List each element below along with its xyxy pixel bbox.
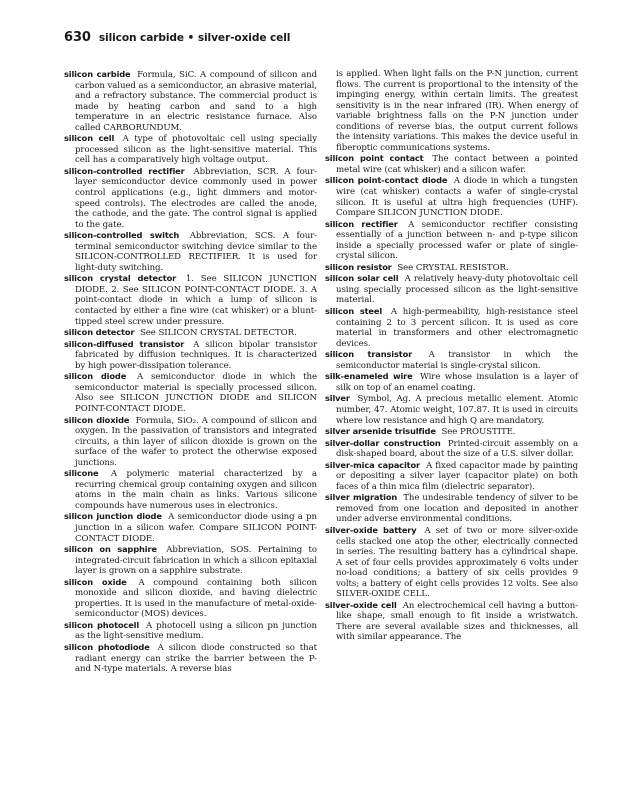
entry-term: silicon point-contact diode bbox=[325, 175, 448, 186]
entry-definition: Abbreviation, SCR. A four-layer semiconductor device commonly used in power control applications (e.g., light dimmers and motor-speed controls). The electrodes are called the anode, the cathode, and the gate. The control signal is applied to the gate. bbox=[75, 166, 317, 230]
glossary-entry bbox=[325, 600, 578, 643]
glossary-entry bbox=[64, 339, 317, 372]
glossary-entry bbox=[64, 327, 317, 339]
entry-term: silicone bbox=[64, 468, 99, 479]
entry-definition: Formula, SiC. A compound of silicon and carbon valued as a semiconductor, an abrasive material, and a refractory substance. The commercial product is made by heating carbon and sand to a high temperature in an electric resistance furnace. Also called CARBORUNDUM. bbox=[75, 70, 317, 133]
glossary-entry bbox=[64, 166, 317, 230]
entry-definition: is applied. When light falls on the P-N junction, current flows. The current is proportional to the intensity of the impinging energy, within certain limits. The greatest sensitivity is in the near infrared (IR). When energy of variable brightness falls on the P-N junction under conditions of reverse bias, the output current follows the intensity variations. This makes the device useful in fiberoptic communications systems. bbox=[336, 69, 578, 153]
entry-term: silk-enameled wire bbox=[325, 371, 413, 382]
entry-term: silicon oxide bbox=[64, 576, 127, 587]
entry-definition: Printed-circuit assembly on a disk-shaped board, about the size of a U.S. silver dollar. bbox=[336, 438, 578, 460]
glossary-entry bbox=[325, 371, 578, 393]
entry-definition: A photocell using a silicon pn junction as the light-sensitive medium. bbox=[75, 620, 318, 642]
entry-term: silver-dollar construction bbox=[325, 437, 441, 448]
glossary-entry bbox=[64, 69, 317, 133]
entry-term: silicon rectifier bbox=[325, 218, 398, 229]
glossary-entry bbox=[64, 577, 317, 620]
entry-term: silver-oxide battery bbox=[325, 524, 417, 535]
entry-definition: A type of photovoltaic cell using specially processed silicon as the light-sensitive material. This cell has a comparatively high voltage output. bbox=[75, 134, 317, 166]
entry-definition: Wire whose insulation is a layer of silk on top of an enamel coating. bbox=[336, 372, 579, 393]
glossary-entry bbox=[325, 460, 578, 493]
entry-term: silicon solar cell bbox=[325, 273, 399, 284]
entry-definition: A compound containing both silicon monoxide and silicon dioxide, and having dielectric properties. It is used in the manufacture of metal-oxide-semiconductor (MOS) devices. bbox=[75, 577, 317, 620]
glossary-entry bbox=[325, 175, 578, 218]
entry-term: silicon-controlled rectifier bbox=[64, 165, 185, 176]
glossary-entry bbox=[325, 426, 578, 438]
entry-term: silicon detector bbox=[64, 327, 135, 338]
glossary-entry bbox=[325, 525, 578, 600]
glossary-entry bbox=[325, 306, 578, 349]
entry-definition: Abbreviation, SOS. Pertaining to integrated-circuit fabrication in which a silicon epitaxial layer is grown on a sapphire substrate. bbox=[75, 545, 317, 577]
entry-definition: A polymeric material characterized by a recurring chemical group containing oxygen and silicon atoms in the main chain as links. Various silicone compounds have numerous uses in electronics. bbox=[75, 469, 317, 511]
entry-term: silver bbox=[325, 393, 350, 404]
entry-definition: 1. See SILICON JUNCTION DIODE. 2. See SILICON POINT-CONTACT DIODE. 3. A point-contact diode in which a lump of silicon is contacted by either a fine wire (cat whisker) or a blunt-tipped steel screw under pressure. bbox=[75, 274, 317, 327]
right-column bbox=[325, 69, 578, 643]
entry-definition: A semiconductor diode in which the semiconductor material is specially processed silicon. Also see SILICON JUNCTION DIODE and SILICON POINT-CONTACT DIODE. bbox=[75, 372, 318, 414]
entry-term: silver arsenide trisulfide bbox=[325, 426, 436, 437]
page-number: 630 bbox=[64, 30, 91, 45]
running-header bbox=[64, 30, 604, 45]
glossary-entry bbox=[64, 133, 317, 166]
glossary-entry bbox=[64, 230, 317, 273]
entry-definition: A semiconductor diode using a pn junction in a silicon wafer. Compare SILICON POINT-CONTACT DIODE. bbox=[75, 512, 317, 544]
entry-definition: See PROUSTITE. bbox=[441, 427, 516, 438]
glossary-entry bbox=[325, 153, 578, 175]
entry-term: silicon photodiode bbox=[64, 641, 150, 652]
entry-term: silver migration bbox=[325, 492, 398, 503]
glossary-entry bbox=[325, 262, 578, 274]
glossary-entry bbox=[64, 620, 317, 642]
entry-term: silicon photocell bbox=[64, 619, 140, 630]
entry-term: silicon dioxide bbox=[64, 414, 130, 425]
entry-definition: A silicon bipolar transistor fabricated by diffusion techniques. It is characterized by high power-dissipation tolerance. bbox=[75, 339, 318, 371]
entry-definition: The contact between a pointed metal wire (cat whisker) and a silicon wafer. bbox=[336, 154, 579, 175]
glossary-entry bbox=[325, 219, 578, 262]
entry-term: silicon-controlled switch bbox=[64, 230, 180, 241]
entry-definition: A fixed capacitor made by painting or depositing a silver layer (capacitor plate) on both faces of a thin mica film (dielectric separator). bbox=[336, 460, 578, 492]
glossary-entry bbox=[64, 371, 317, 414]
entry-definition: A transistor in which the semiconductor material is single-crystal silicon. bbox=[336, 350, 578, 371]
entry-term: silicon resistor bbox=[325, 261, 392, 272]
left-column bbox=[64, 69, 317, 675]
glossary-entry bbox=[64, 273, 317, 327]
entry-definition: A silicon diode constructed so that radiant energy can strike the barrier between the P- and N-type materials. A reverse bias bbox=[75, 642, 317, 675]
entry-term: silver-mica capacitor bbox=[325, 459, 420, 470]
glossary-entry bbox=[325, 273, 578, 306]
glossary-entry bbox=[325, 438, 578, 460]
entry-definition: A set of two or more silver-oxide cells stacked one atop the other, electrically connected in series. The resulting battery has a cylindrical shape. A set of four cells provides approximately 6 volts under no-load conditions; a battery of six cells provides 9 volts; a battery of eight cells provides 12 volts. See also SILVER-OXIDE CELL. bbox=[336, 525, 578, 600]
entry-term: silicon point contact bbox=[325, 153, 424, 164]
entry-term: silicon diode bbox=[64, 371, 127, 382]
entry-term: silicon transistor bbox=[325, 349, 413, 360]
entry-term: silicon carbide bbox=[64, 69, 131, 79]
entry-definition: The undesirable tendency of silver to be removed from one location and deposited in another under adverse environmental conditions. bbox=[336, 493, 578, 525]
glossary-entry bbox=[325, 492, 578, 525]
entry-definition: An electrochemical cell having a button-like shape, small enough to fit inside a wristwatch. There are several available sizes and thicknesses, all with similar appearance. The bbox=[336, 600, 578, 643]
entry-term: silicon cell bbox=[64, 133, 115, 144]
entry-definition: See CRYSTAL RESISTOR. bbox=[397, 262, 509, 273]
entry-definition: A diode in which a tungsten wire (cat whisker) contacts a wafer of single-crystal silicon. It is useful at ultra high frequencies (UHF). Compare SILICON JUNCTION DIODE. bbox=[336, 176, 579, 219]
entry-definition: A high-permeability, high-resistance steel containing 2 to 3 percent silicon. It is used as core material in transformers and other electromagnetic devices. bbox=[336, 307, 579, 349]
glossary-entry bbox=[64, 415, 317, 469]
entry-term: silicon-diffused transistor bbox=[64, 338, 185, 349]
glossary-entry bbox=[325, 393, 578, 426]
entry-definition: See SILICON CRYSTAL DETECTOR. bbox=[139, 328, 297, 339]
entry-definition: Abbreviation, SCS. A four-terminal semiconductor switching device similar to the SILICON-CONTROLLED RECTIFIER. It is used for light-duty switching. bbox=[75, 231, 317, 273]
glossary-entry bbox=[325, 69, 578, 153]
entry-term: silicon steel bbox=[325, 306, 383, 317]
glossary-entry bbox=[64, 642, 317, 675]
glossary-entry bbox=[64, 511, 317, 544]
entry-definition: A semiconductor rectifier consisting essentially of a junction between n- and p-type silicon inside a specially processed wafer or plate of single-crystal silicon. bbox=[336, 219, 578, 262]
entry-term: silver-oxide cell bbox=[325, 599, 397, 610]
entry-definition: Formula, SiO₂. A compound of silicon and oxygen. In the passivation of transistors and integrated circuits, a thin layer of silicon dioxide is grown on the surface of the wafer to protect the otherwise exposed junctions. bbox=[75, 415, 317, 468]
running-title: silicon carbide • silver-oxide cell bbox=[98, 32, 291, 44]
entry-term: silicon junction diode bbox=[64, 511, 162, 522]
glossary-entry bbox=[64, 544, 317, 577]
glossary-entry bbox=[325, 349, 578, 371]
entry-definition: A relatively heavy-duty photovoltaic cell using specially processed silicon as the light-sensitive material. bbox=[336, 274, 578, 306]
entry-term: silicon on sapphire bbox=[64, 544, 157, 555]
glossary-entry bbox=[64, 468, 317, 511]
entry-definition: Symbol, Ag. A precious metallic element. Atomic number, 47. Atomic weight, 107.87. It is used in circuits where low resistance and high Q are mandatory. bbox=[336, 394, 578, 426]
entry-term: silicon crystal detector bbox=[64, 273, 177, 284]
